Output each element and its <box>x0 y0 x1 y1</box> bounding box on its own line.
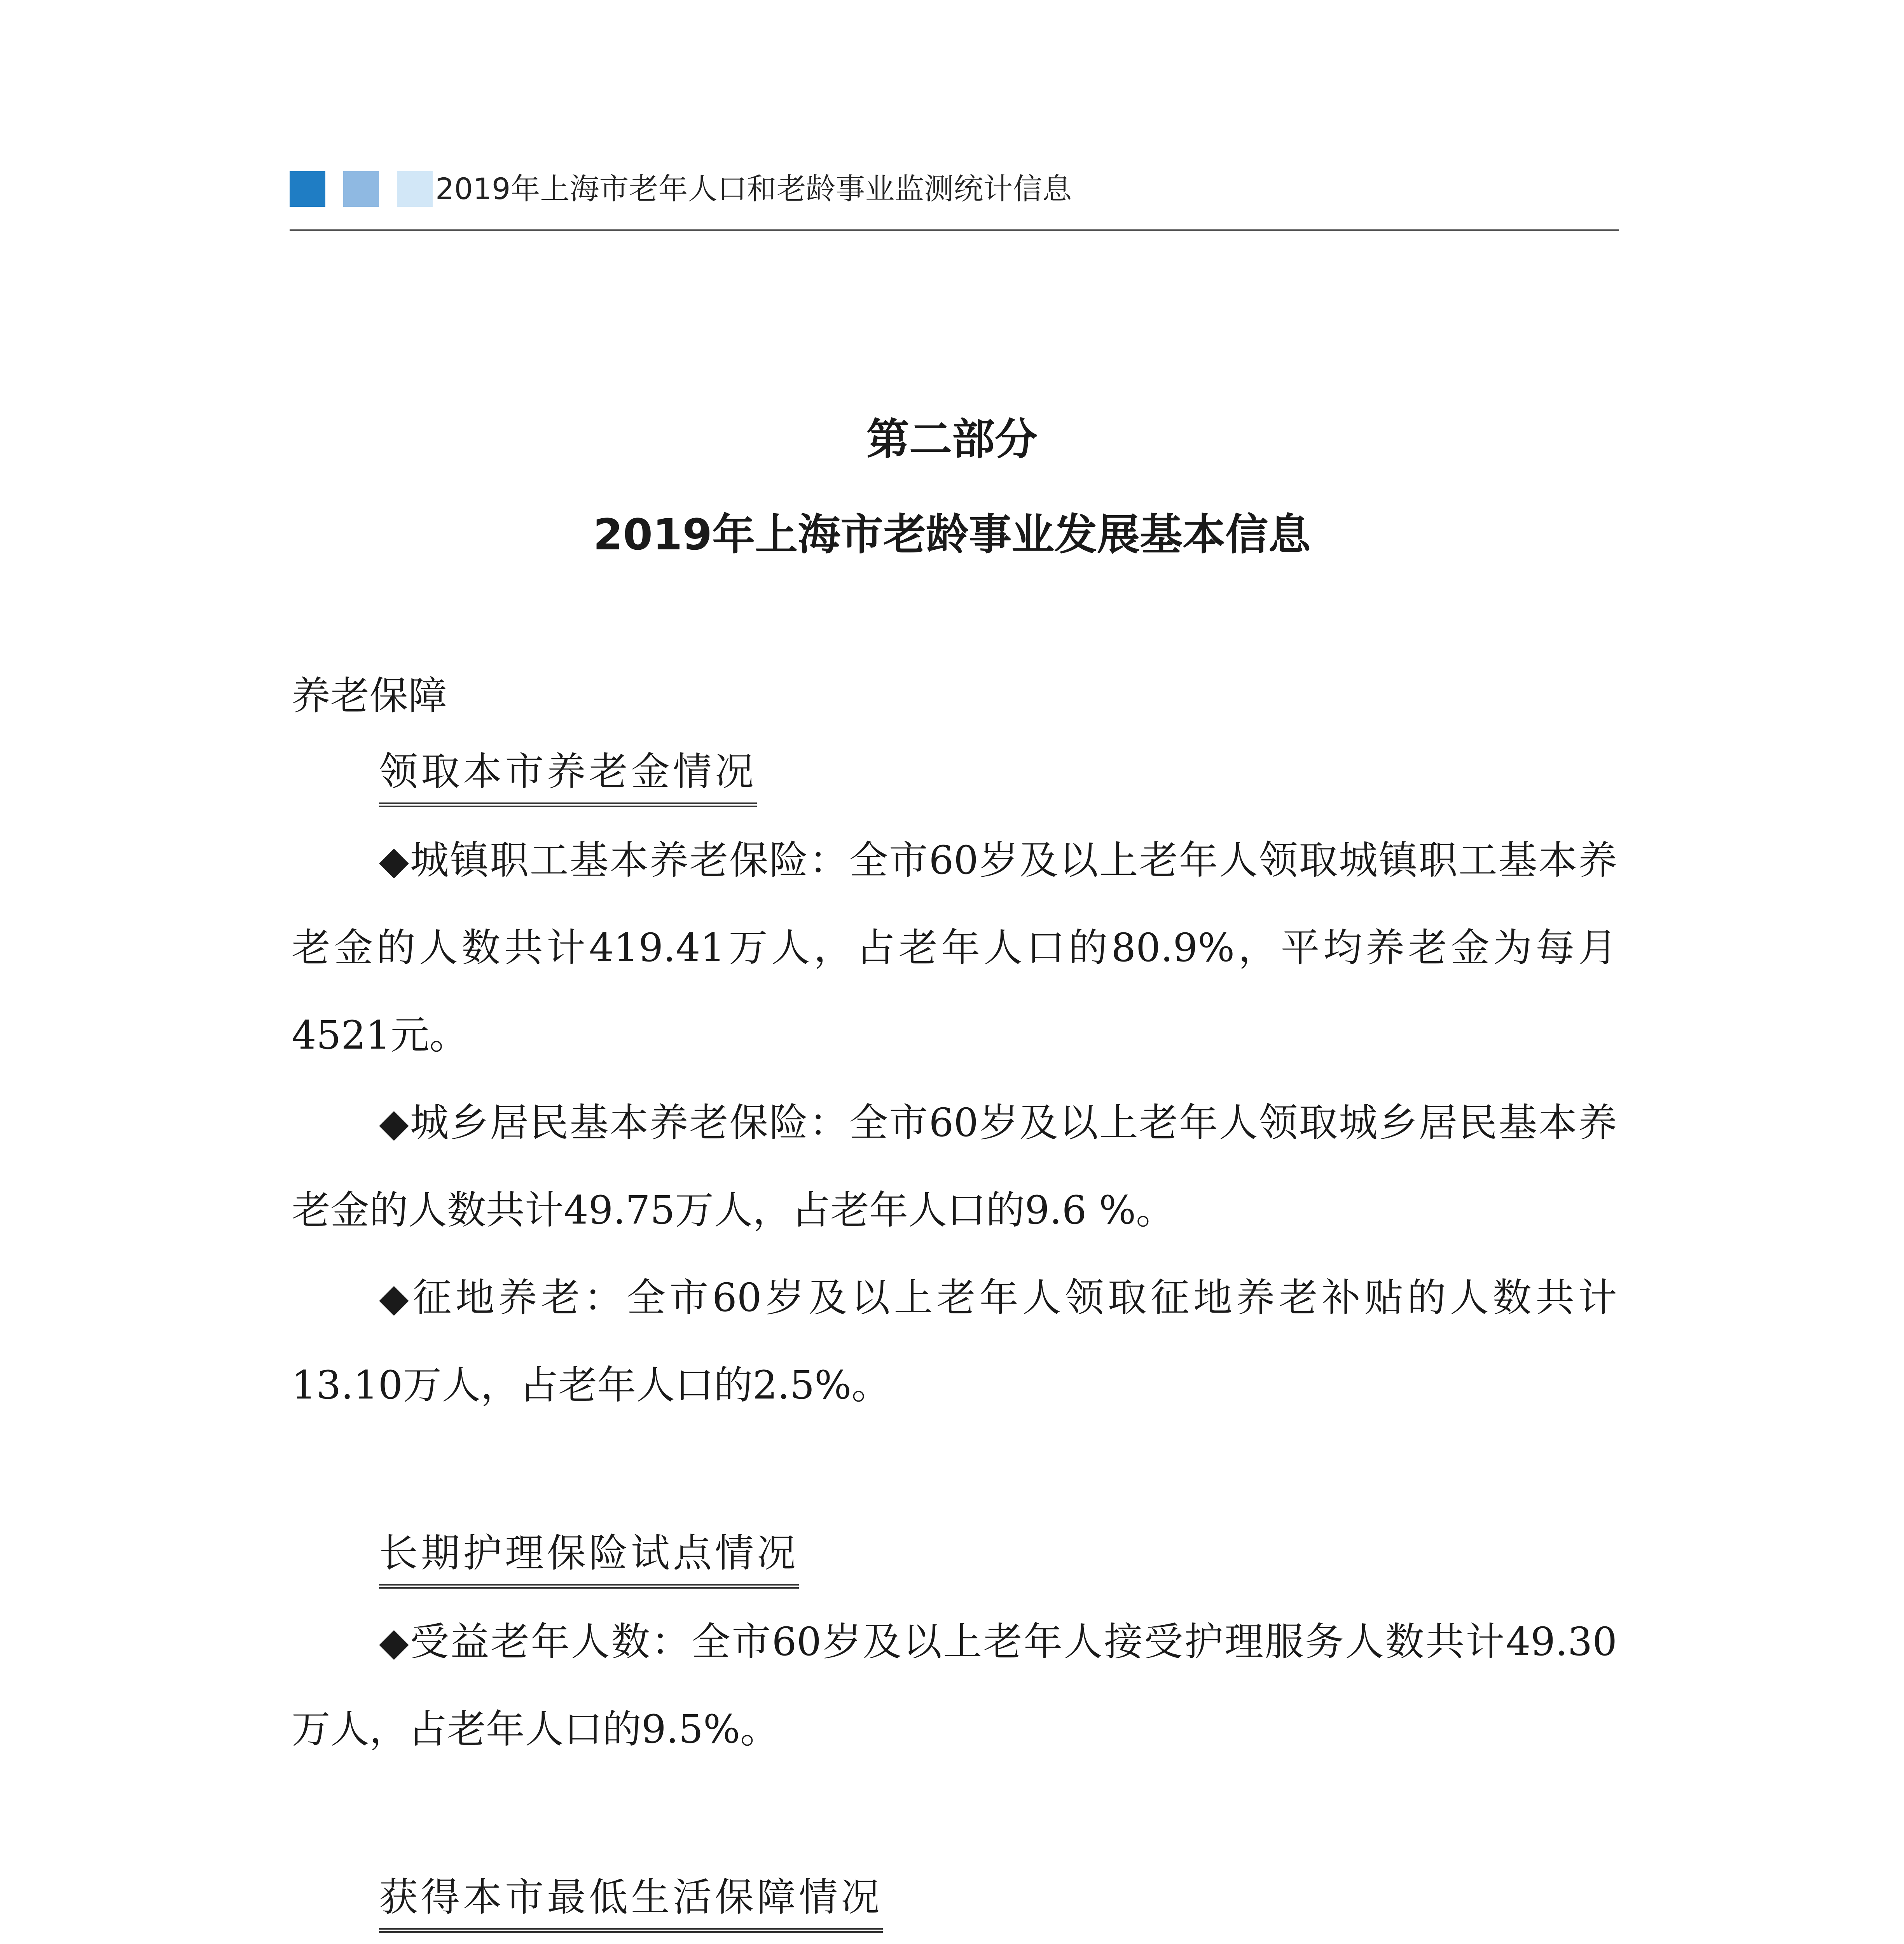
header-square-medium <box>343 171 379 207</box>
section-heading: 养老保障 <box>292 673 447 719</box>
header-square-dark <box>290 171 325 207</box>
part-title: 第二部分 <box>866 414 1038 464</box>
running-header-title: 2019年上海市老年人口和老龄事业监测统计信息 <box>435 171 1072 206</box>
subsection-heading-minimum-living: 获得本市最低生活保障情况 <box>379 1872 883 1933</box>
paragraph-land-acquisition-pension: ◆征地养老：全市60岁及以上老年人领取征地养老补贴的人数共计13.10万人，占老年人口的2.5%。 <box>292 1275 1617 1408</box>
paragraph-urban-rural-resident-pension: ◆城乡居民基本养老保险：全市60岁及以上老年人领取城乡居民基本养老金的人数共计49.75万人，占老年人口的9.6 %。 <box>292 1100 1617 1233</box>
main-title: 2019年上海市老龄事业发展基本信息 <box>593 510 1311 559</box>
subsection-heading-pension: 领取本市养老金情况 <box>379 746 757 807</box>
paragraph-care-beneficiaries: ◆受益老年人数：全市60岁及以上老年人接受护理服务人数共计49.30万人，占老年人口的9.5%。 <box>292 1619 1617 1752</box>
header-square-light <box>397 171 433 207</box>
paragraph-minimum-living-security <box>292 1942 1617 1944</box>
subsection-heading-long-term-care: 长期护理保险试点情况 <box>379 1528 799 1589</box>
header-rule <box>290 229 1619 231</box>
paragraph-urban-employee-pension: ◆城镇职工基本养老保险：全市60岁及以上老年人领取城镇职工基本养老金的人数共计419.41万人，占老年人口的80.9%，平均养老金为每月4521元。 <box>292 837 1617 1058</box>
